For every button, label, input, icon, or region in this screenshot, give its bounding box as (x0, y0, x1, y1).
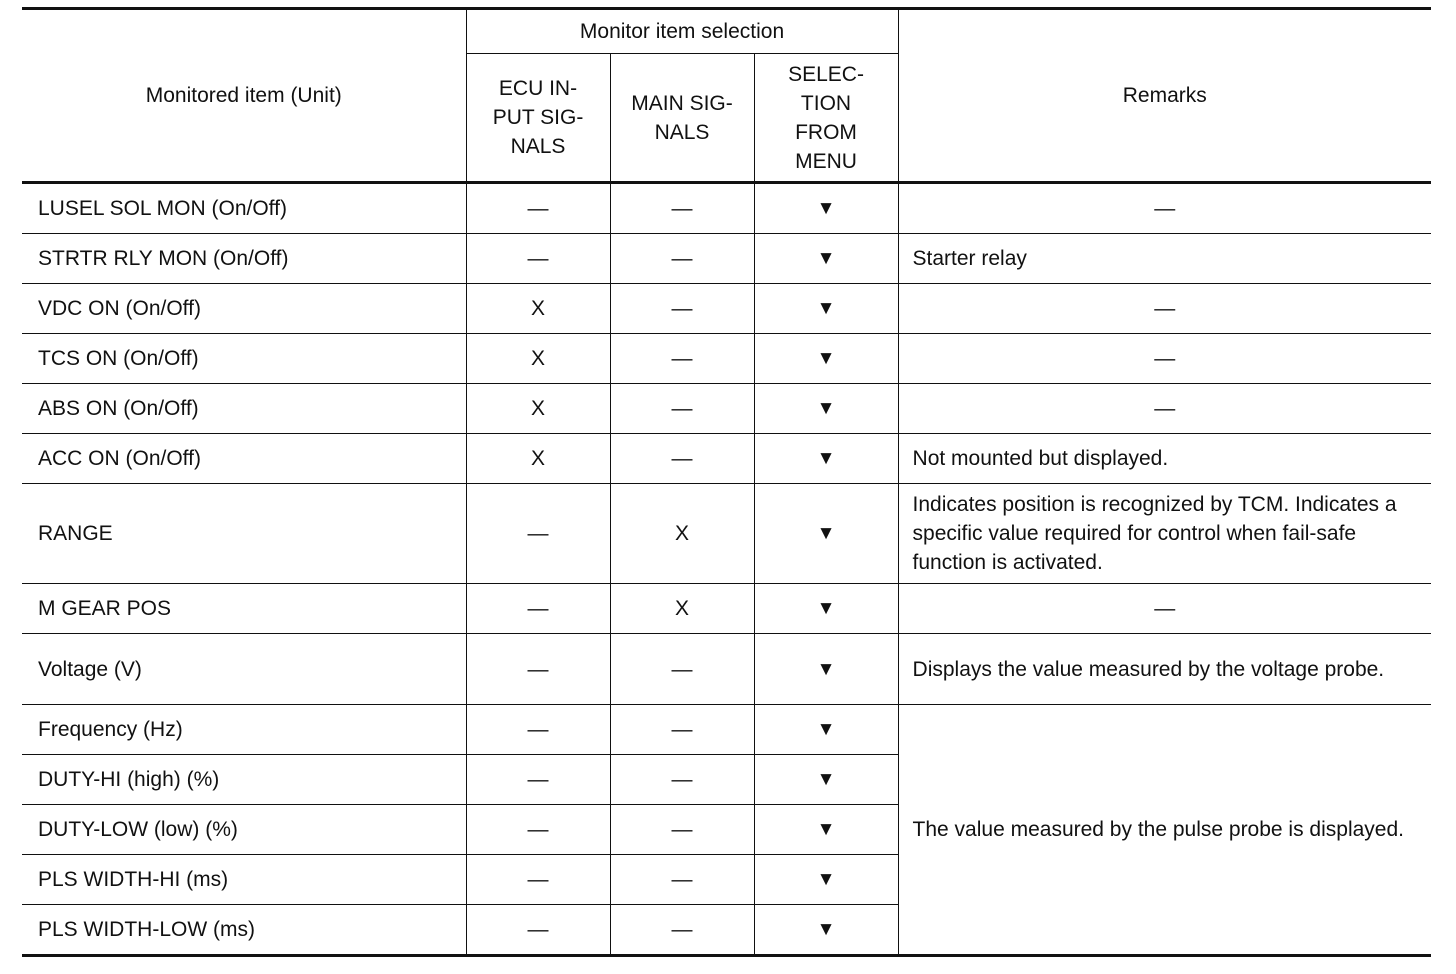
monitored-item-cell: RANGE (22, 484, 466, 584)
triangle-down-icon: ▼ (754, 705, 898, 755)
ecu-input-cell: — (466, 855, 610, 905)
triangle-down-icon: ▼ (754, 234, 898, 284)
main-signals-cell: — (610, 284, 754, 334)
remarks-cell: Not mounted but displayed. (898, 434, 1431, 484)
monitor-items-table (22, 7, 1431, 957)
main-signals-cell: — (610, 855, 754, 905)
header-monitored-item: Monitored item (Unit) (22, 9, 466, 183)
monitored-item-cell: DUTY-HI (high) (%) (22, 755, 466, 805)
table-row (22, 384, 1431, 434)
main-signals-cell: — (610, 434, 754, 484)
ecu-input-cell: X (466, 334, 610, 384)
monitored-item-cell: TCS ON (On/Off) (22, 334, 466, 384)
main-signals-cell: — (610, 905, 754, 956)
main-signals-cell: — (610, 334, 754, 384)
triangle-down-icon: ▼ (754, 384, 898, 434)
ecu-input-cell: — (466, 755, 610, 805)
table-row (22, 434, 1431, 484)
remarks-cell: — (898, 584, 1431, 634)
monitored-item-cell: DUTY-LOW (low) (%) (22, 805, 466, 855)
monitored-item-cell: ABS ON (On/Off) (22, 384, 466, 434)
main-signals-cell: — (610, 234, 754, 284)
monitored-item-cell: PLS WIDTH-HI (ms) (22, 855, 466, 905)
main-signals-cell: — (610, 183, 754, 234)
main-signals-cell: — (610, 384, 754, 434)
table-row (22, 234, 1431, 284)
table-row (22, 584, 1431, 634)
table-row (22, 183, 1431, 234)
remarks-cell: — (898, 284, 1431, 334)
triangle-down-icon: ▼ (754, 284, 898, 334)
pulse-remarks-cell: The value measured by the pulse probe is displayed. (898, 705, 1431, 956)
monitored-item-cell: LUSEL SOL MON (On/Off) (22, 183, 466, 234)
table-row (22, 284, 1431, 334)
triangle-down-icon: ▼ (754, 584, 898, 634)
triangle-down-icon: ▼ (754, 805, 898, 855)
monitored-item-cell: ACC ON (On/Off) (22, 434, 466, 484)
main-signals-cell: X (610, 584, 754, 634)
triangle-down-icon: ▼ (754, 434, 898, 484)
triangle-down-icon: ▼ (754, 855, 898, 905)
ecu-input-cell: — (466, 584, 610, 634)
ecu-input-cell: X (466, 284, 610, 334)
table-row (22, 334, 1431, 384)
remarks-cell: Starter relay (898, 234, 1431, 284)
main-signals-cell: — (610, 805, 754, 855)
monitored-item-cell: Voltage (V) (22, 634, 466, 705)
ecu-input-cell: — (466, 183, 610, 234)
remarks-cell: Displays the value measured by the voltage probe. (898, 634, 1431, 705)
monitored-item-cell: VDC ON (On/Off) (22, 284, 466, 334)
remarks-cell: Indicates position is recognized by TCM. Indicates a specific value required for control when fail-safe function is activated. (898, 484, 1431, 584)
triangle-down-icon: ▼ (754, 183, 898, 234)
main-signals-cell: — (610, 705, 754, 755)
header-selection-from-menu: SELEC- TION FROM MENU (754, 54, 898, 183)
table-row (22, 705, 1431, 755)
ecu-input-cell: — (466, 805, 610, 855)
monitored-item-cell: PLS WIDTH-LOW (ms) (22, 905, 466, 956)
monitored-item-cell: Frequency (Hz) (22, 705, 466, 755)
monitored-item-cell: M GEAR POS (22, 584, 466, 634)
main-signals-cell: — (610, 755, 754, 805)
triangle-down-icon: ▼ (754, 634, 898, 705)
header-remarks: Remarks (898, 9, 1431, 183)
header-ecu-input-signals: ECU IN- PUT SIG- NALS (466, 54, 610, 183)
ecu-input-cell: — (466, 634, 610, 705)
ecu-input-cell: — (466, 705, 610, 755)
triangle-down-icon: ▼ (754, 755, 898, 805)
table-row (22, 634, 1431, 705)
header-main-signals: MAIN SIG- NALS (610, 54, 754, 183)
monitored-item-cell: STRTR RLY MON (On/Off) (22, 234, 466, 284)
main-signals-cell: X (610, 484, 754, 584)
ecu-input-cell: X (466, 434, 610, 484)
ecu-input-cell: — (466, 234, 610, 284)
remarks-cell: — (898, 183, 1431, 234)
table-row (22, 484, 1431, 584)
main-signals-cell: — (610, 634, 754, 705)
triangle-down-icon: ▼ (754, 484, 898, 584)
remarks-cell: — (898, 334, 1431, 384)
remarks-cell: — (898, 384, 1431, 434)
ecu-input-cell: — (466, 905, 610, 956)
triangle-down-icon: ▼ (754, 905, 898, 956)
header-monitor-item-selection: Monitor item selection (466, 9, 898, 54)
ecu-input-cell: — (466, 484, 610, 584)
triangle-down-icon: ▼ (754, 334, 898, 384)
ecu-input-cell: X (466, 384, 610, 434)
